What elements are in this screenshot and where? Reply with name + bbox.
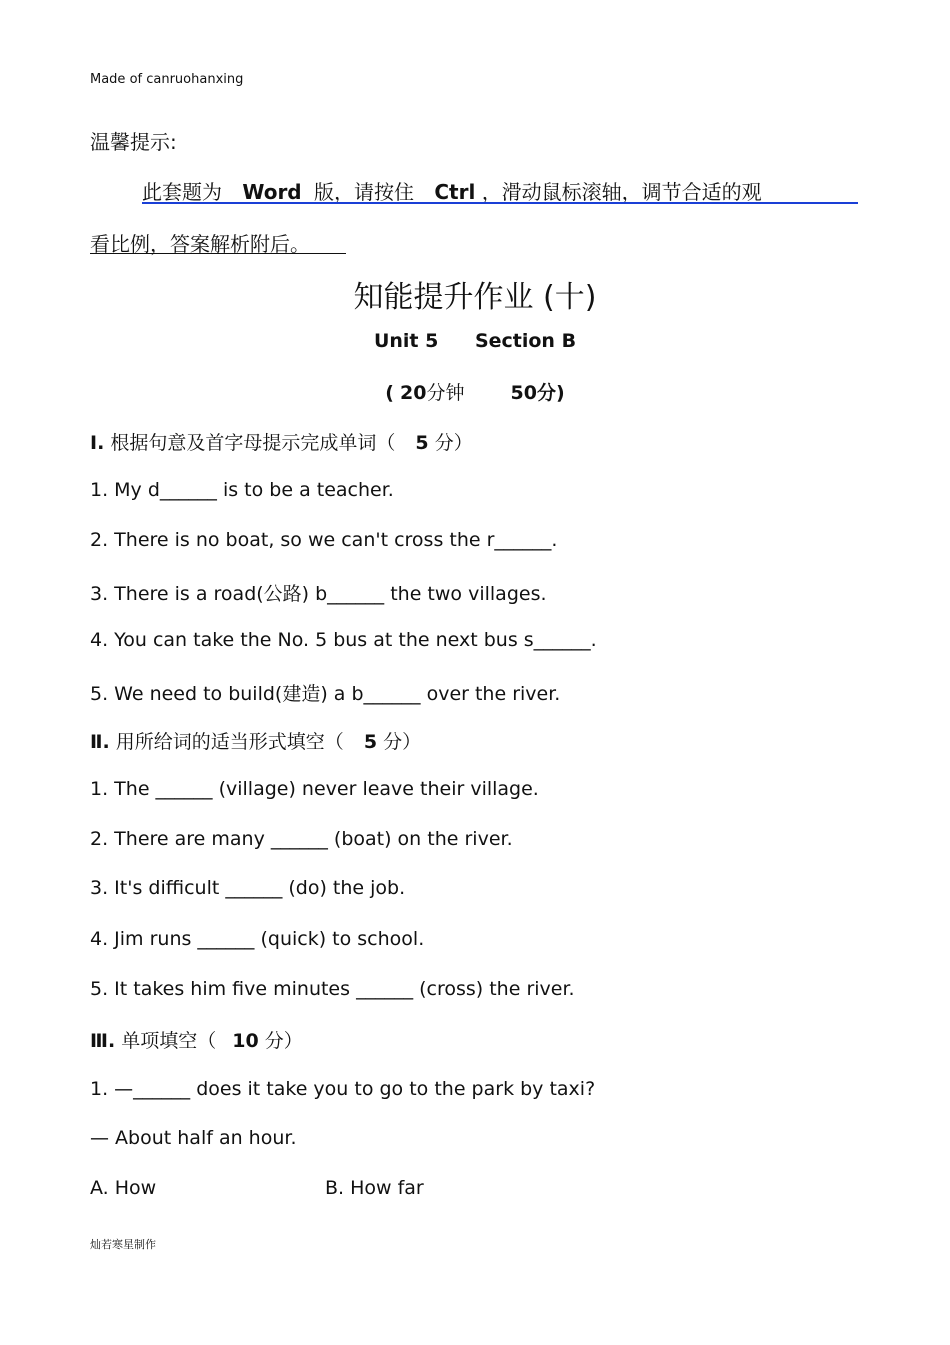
section2-item-4: 4. Jim runs ______ (quick) to school. bbox=[90, 928, 425, 950]
section1-item-2: 2. There is no boat, so we can't cross the r______. bbox=[90, 529, 558, 551]
section1-end: 分） bbox=[434, 432, 473, 454]
tip-word: Word bbox=[242, 180, 302, 204]
tip-line2: 看比例，答案解析附后。 bbox=[90, 232, 310, 256]
section2-item-2: 2. There are many ______ (boat) on the river. bbox=[90, 828, 513, 850]
section2-score: 5 bbox=[363, 731, 378, 753]
section1-item-1: 1. My d______ is to be a teacher. bbox=[90, 479, 394, 501]
time-open: ( bbox=[385, 382, 394, 404]
tip-line1-a: 此套题为 bbox=[142, 180, 222, 204]
section3-question-1: 1. —______ does it take you to go to the park by taxi? bbox=[90, 1078, 596, 1100]
section3-answer-1: — About half an hour. bbox=[90, 1127, 297, 1149]
time-score bbox=[0, 378, 950, 405]
section1-text: 根据句意及首字母提示完成单词（ bbox=[110, 432, 396, 454]
section1-item-4: 4. You can take the No. 5 bus at the next bus s______. bbox=[90, 629, 597, 651]
tip-line1-c: ，滑动鼠标滚轴，调节合适的观 bbox=[481, 180, 762, 204]
section1-item-5: 5. We need to build(建造) a b______ over the river. bbox=[90, 683, 561, 705]
time-minutes-unit: 分钟 bbox=[426, 382, 465, 404]
tip-line2-underline bbox=[90, 253, 346, 254]
page-title: 知能提升作业 (十) bbox=[353, 280, 597, 315]
tip-line1-b: 版，请按住 bbox=[314, 180, 414, 204]
section2-text: 用所给词的适当形式填空（ bbox=[115, 731, 344, 753]
tip-ctrl: Ctrl bbox=[434, 180, 476, 204]
section2-end: 分） bbox=[383, 731, 422, 753]
section3-text: 单项填空（ bbox=[121, 1030, 217, 1052]
header-note: Made of canruohanxing bbox=[90, 72, 244, 87]
section2-item-3: 3. It's difficult ______ (do) the job. bbox=[90, 877, 406, 899]
footer-note: 灿若寒星制作 bbox=[90, 1238, 156, 1251]
total-score: 50 bbox=[510, 382, 537, 404]
unit-section bbox=[0, 330, 950, 352]
section1-score: 5 bbox=[415, 432, 429, 454]
section2-item-5: 5. It takes him five minutes ______ (cross) the river. bbox=[90, 978, 575, 1000]
section-label: Section B bbox=[474, 330, 577, 352]
section3-num: Ⅲ. bbox=[90, 1030, 116, 1052]
option-a: A. How bbox=[90, 1177, 157, 1199]
time-minutes: 20 bbox=[400, 382, 427, 404]
section3-score: 10 bbox=[232, 1030, 259, 1052]
section3-end: 分） bbox=[264, 1030, 303, 1052]
section1-item-3: 3. There is a road(公路) b______ the two villages. bbox=[90, 583, 547, 605]
section1-heading bbox=[90, 428, 473, 455]
tip-line1 bbox=[142, 176, 762, 205]
section2-heading bbox=[90, 727, 421, 754]
tip-heading: 温馨提示: bbox=[90, 130, 177, 154]
section3-heading bbox=[90, 1026, 303, 1053]
section2-item-1: 1. The ______ (village) never leave their village. bbox=[90, 778, 539, 800]
unit-label: Unit 5 bbox=[373, 330, 439, 352]
score-unit: 分) bbox=[537, 382, 565, 404]
section2-num: Ⅱ. bbox=[90, 731, 110, 753]
tip-underline bbox=[142, 202, 858, 204]
section1-num: Ⅰ. bbox=[90, 432, 105, 454]
option-b: B. How far bbox=[325, 1177, 424, 1199]
